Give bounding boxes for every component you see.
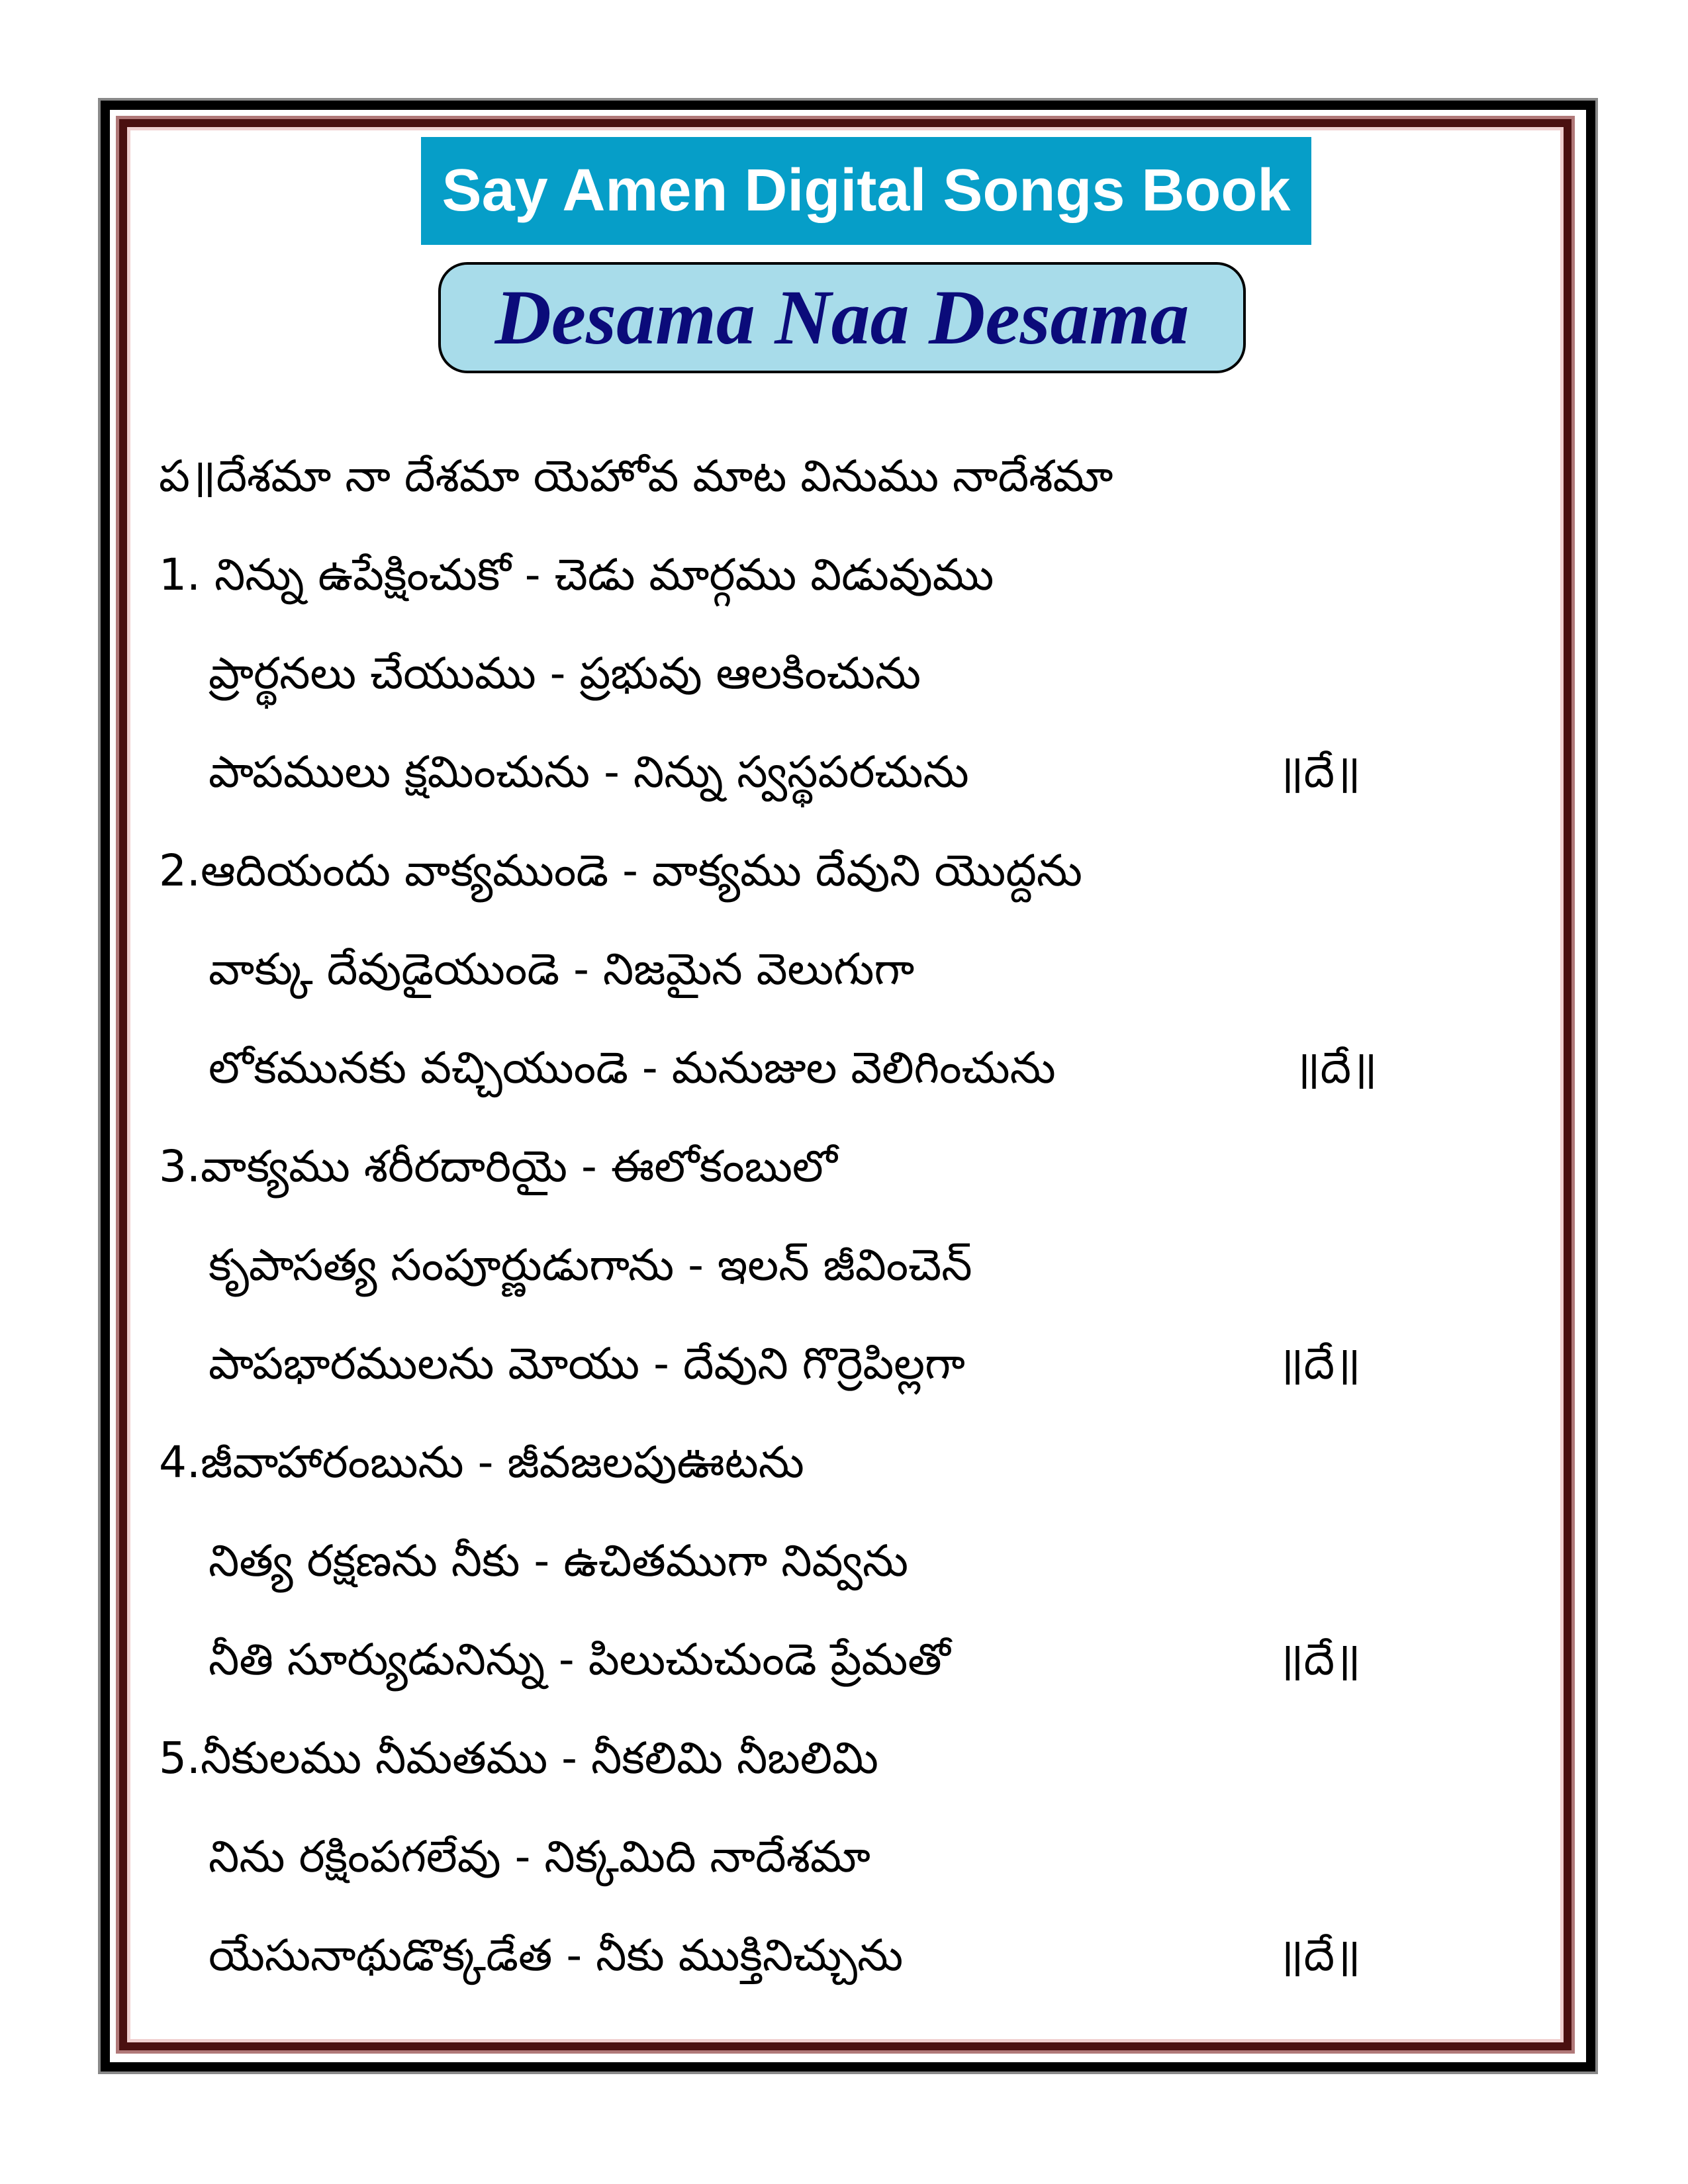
lyric-text: 4.జీవాహారంబును - జీవజలపుఊటను (159, 1437, 804, 1488)
lyric-text: లోకమునకు వచ్చియుండె - మనుజుల వెలిగించును (209, 1042, 1056, 1093)
lyric-text: యేసునాథుడొక్కడేత - నీకు ముక్తినిచ్చును (209, 1930, 904, 1981)
refrain-marker: ॥దే॥ (1278, 1338, 1361, 1389)
lyric-line (159, 1019, 1516, 1117)
lyric-line (159, 1610, 1516, 1709)
refrain-marker: ॥దే॥ (1294, 1042, 1378, 1093)
lyric-text: కృపాసత్య సంపూర్ణుడుగాను - ఇలన్ జీవించెన్ (209, 1240, 972, 1291)
lyric-line (159, 525, 1516, 624)
lyric-text: పాపభారములను మోయు - దేవుని గొర్రెపిల్లగా (209, 1338, 965, 1389)
lyric-text: 5.నీకులము నీమతము - నీకలిమి నీబలిమి (159, 1733, 878, 1784)
lyric-line (159, 1512, 1516, 1610)
lyric-line (159, 1807, 1516, 1906)
lyric-line (159, 1413, 1516, 1512)
song-lyrics (159, 427, 1516, 2005)
lyric-text: నిను రక్షింపగలేవు - నిక్కమిది నాదేశమా (209, 1831, 870, 1882)
lyric-text: 3.వాక్యము శరీరదారియై - ఈలోకంబులో (159, 1141, 837, 1192)
lyric-text: నిత్య రక్షణను నీకు - ఉచితముగా నివ్వను (209, 1535, 909, 1586)
lyric-line (159, 1117, 1516, 1216)
refrain-marker: ॥దే॥ (1278, 1930, 1361, 1981)
lyric-line (159, 1314, 1516, 1413)
lyric-text: 1. నిన్ను ఉపేక్షించుకో - చెడు మార్గము విడువుము (159, 549, 994, 600)
lyric-line (159, 821, 1516, 920)
refrain-marker: ॥దే॥ (1278, 1634, 1361, 1685)
lyric-line (159, 920, 1516, 1019)
lyric-line (159, 624, 1516, 723)
lyric-line (159, 723, 1516, 821)
lyric-text: ప్రార్థనలు చేయుము - ప్రభువు ఆలకించును (209, 648, 921, 699)
song-title: Desama Naa Desama (438, 262, 1246, 373)
lyric-text: నీతి సూర్యుడునిన్ను - పిలుచుచుండె ప్రేమతో (209, 1634, 951, 1685)
book-header-banner: Say Amen Digital Songs Book (421, 137, 1311, 245)
lyric-line (159, 1709, 1516, 1807)
lyric-text: ప॥దేశమా నా దేశమా యెహోవ మాట వినుము నాదేశమా (159, 451, 1113, 502)
lyric-line (159, 1906, 1516, 2005)
lyric-line (159, 427, 1516, 525)
lyric-text: వాక్కు దేవుడైయుండె - నిజమైన వెలుగుగా (209, 944, 915, 995)
lyric-line (159, 1216, 1516, 1314)
lyric-text: 2.ఆదియందు వాక్యముండె - వాక్యము దేవుని యొద్దను (159, 845, 1082, 896)
lyric-text: పాపములు క్షమించును - నిన్ను స్వస్థపరచును (209, 747, 969, 797)
refrain-marker: ॥దే॥ (1278, 747, 1361, 797)
